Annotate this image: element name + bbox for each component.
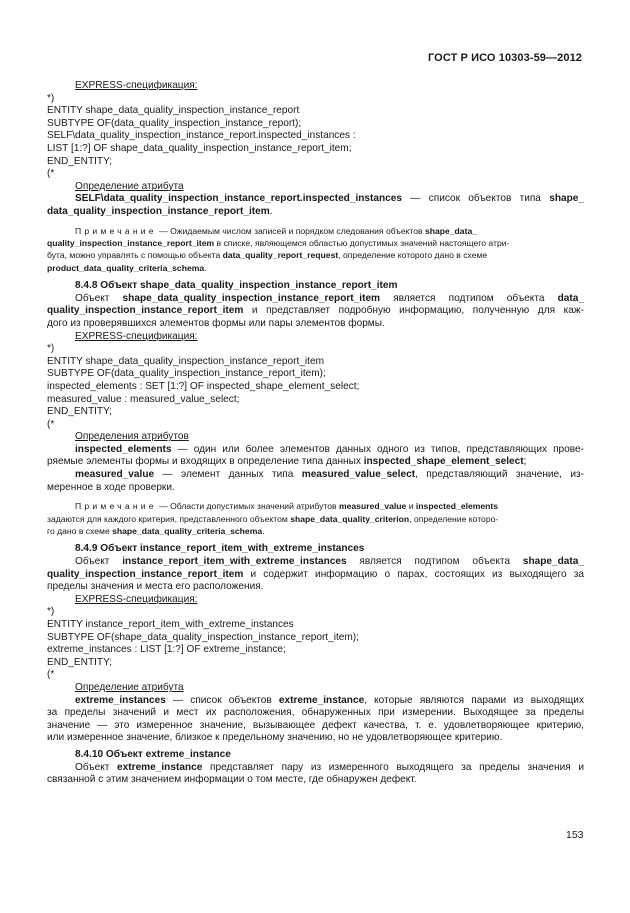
paragraph-text: представляет пару из измеренного выходящего за пределы значения и xyxy=(202,761,584,773)
attribute-definition-cont: меренное в ходе проверки. xyxy=(47,481,175,493)
code-line: *) xyxy=(47,343,55,355)
note-term: measured_value xyxy=(338,501,407,512)
attribute-definition-cont: или измеренное значение, близкое к предельному значению, но не удовлетворяющее критерию. xyxy=(47,732,503,744)
attribute-text: . xyxy=(269,205,273,217)
attribute-name: extreme_instances xyxy=(75,694,166,706)
note-term: shape_data_quality_criteria_schema xyxy=(112,526,263,537)
paragraph-term: quality_inspection_instance_report_item xyxy=(47,305,244,317)
code-line: SELF\data_quality_inspection_instance_report.inspected_instances : xyxy=(47,130,356,142)
attribute-type: shape_ xyxy=(549,193,584,205)
attribute-type: measured_value_select xyxy=(301,469,416,481)
paragraph-cont xyxy=(47,569,584,582)
attribute-definition-label: Определение атрибута xyxy=(75,180,184,192)
paragraph-term: quality_inspection_instance_report_item xyxy=(47,568,244,580)
section-heading-8-4-9 xyxy=(47,543,584,556)
attribute-definition xyxy=(47,469,584,482)
paragraph-term: extreme_instance xyxy=(117,761,203,773)
note-text: го дано в схеме xyxy=(47,526,113,537)
attribute-text: ряемые элементы формы и входящих в определение типа данных xyxy=(47,456,364,468)
code-line: ENTITY shape_data_quality_inspection_instance_report_item xyxy=(47,355,325,367)
note-text: бута, можно управлять с помощью объекта xyxy=(47,250,223,261)
paragraph-text: и представляет подробную информацию, полученную для каж- xyxy=(243,305,584,317)
section-number: 8.4.10 xyxy=(75,748,104,760)
express-spec-label: EXPRESS-спецификация: xyxy=(75,330,198,342)
attribute-name: inspected_elements xyxy=(75,443,172,455)
paragraph-cont xyxy=(47,305,584,318)
attribute-type: inspected_shape_element_select xyxy=(363,456,524,468)
paragraph-text: Объект xyxy=(75,761,118,773)
note-text: , определение которо- xyxy=(409,513,499,524)
attribute-definition-cont: значение — это измеренное значение, вызывающее дефект качества, т. е. удовлетворяющее критерию, xyxy=(47,719,584,731)
section-heading-8-4-8 xyxy=(47,280,584,293)
express-spec-label: EXPRESS-спецификация: xyxy=(75,80,198,91)
code-line: SUBTYPE OF(data_quality_inspection_instance_report_item); xyxy=(47,368,326,380)
note xyxy=(47,225,584,275)
code-line: SUBTYPE OF(data_quality_inspection_instance_report); xyxy=(47,117,302,129)
code-line: SUBTYPE OF(shape_data_quality_inspection_instance_report_item); xyxy=(47,631,359,643)
note-text: в списке, являющемся областью допустимых значений настоящего атри- xyxy=(214,237,510,248)
note xyxy=(47,500,584,537)
note-label: Примечание xyxy=(75,501,157,512)
paragraph-cont: пределы значения и места его расположения. xyxy=(47,581,264,593)
paragraph-term: data_ xyxy=(557,292,584,304)
section-name: shape_data_quality_inspection_instance_report_item xyxy=(139,280,398,292)
paragraph-cont: дого из проверявшихся элементов формы или пары элементов формы. xyxy=(47,317,385,329)
code-line: extreme_instances : LIST [1:?] OF extreme_instance; xyxy=(47,644,286,656)
note-term: quality_inspection_instance_report_item xyxy=(47,237,215,248)
attribute-definition-cont xyxy=(47,456,584,469)
attribute-definition-cont xyxy=(47,206,584,219)
code-line: measured_value : measured_value_select; xyxy=(47,393,240,405)
note-term: data_quality_report_request xyxy=(222,250,339,261)
express-spec-label: EXPRESS-спецификация: xyxy=(75,593,198,605)
attribute-definitions-label: Определения атрибутов xyxy=(75,431,189,443)
code-line: END_ENTITY; xyxy=(47,656,112,668)
attribute-definition-cont: за пределы значений и мест их расположения, обнаруженных при измерении. Выходящее за пределы xyxy=(47,707,584,719)
code-line: END_ENTITY; xyxy=(47,155,112,167)
page-number: 153 xyxy=(566,829,584,841)
paragraph xyxy=(47,762,584,775)
code-line: END_ENTITY; xyxy=(47,406,112,418)
note-text: — Области допустимых значений атрибутов xyxy=(156,501,339,512)
attribute-definition-label: Определение атрибута xyxy=(75,682,184,693)
note-text: , определение которого дано в схеме xyxy=(338,250,488,261)
code-line: inspected_elements : SET [1:?] OF inspected_shape_element_select; xyxy=(47,380,360,392)
section-heading-8-4-10 xyxy=(47,749,584,762)
note-term: shape_data_ xyxy=(424,225,478,236)
attribute-text: ; xyxy=(523,456,527,468)
attribute-definition xyxy=(47,193,584,206)
attribute-type: data_quality_inspection_instance_report_item xyxy=(47,205,270,217)
attribute-text: , представляющий значение, из- xyxy=(415,469,584,481)
code-line: (* xyxy=(47,669,55,681)
attribute-definition xyxy=(47,444,584,457)
paragraph xyxy=(47,556,584,569)
attribute-text: — список объектов типа xyxy=(402,193,550,205)
paragraph-text: Объект xyxy=(75,292,123,304)
section-word: Объект xyxy=(97,543,140,555)
attribute-type: extreme_instance xyxy=(278,694,365,706)
page-header-title: ГОСТ Р ИСО 10303-59—2012 xyxy=(427,52,582,64)
note-term: product_data_quality_criteria_schema xyxy=(47,262,205,273)
paragraph xyxy=(47,293,584,306)
code-line: *) xyxy=(47,92,55,104)
paragraph-text: является подтипом объекта xyxy=(380,292,558,304)
code-line: LIST [1:?] OF shape_data_quality_inspection_instance_report_item; xyxy=(47,142,352,154)
section-word: Объект xyxy=(97,280,140,292)
attribute-text: , которые являются парами из выходящих xyxy=(364,694,584,706)
section-word: Объект xyxy=(103,748,146,760)
section-number: 8.4.9 xyxy=(75,543,98,555)
paragraph-text: и содержит информацию о парах, состоящих из выходящего за xyxy=(243,568,584,580)
note-text: — Ожидаемым числом записей и порядком следования объектов xyxy=(156,225,425,236)
section-name: extreme_instance xyxy=(145,748,231,760)
paragraph-term: shape_data_ xyxy=(522,556,584,568)
section-name: instance_report_item_with_extreme_instances xyxy=(139,543,365,555)
code-line: ENTITY instance_report_item_with_extreme_instances xyxy=(47,619,294,631)
document-body xyxy=(47,80,584,787)
paragraph-term: instance_report_item_with_extreme_instances xyxy=(122,556,347,568)
attribute-definition xyxy=(47,695,584,708)
attribute-text: — один или более элементов данных одного из типов, представляющих прове- xyxy=(171,443,584,455)
note-text: . xyxy=(204,262,207,273)
attribute-text: — список объектов xyxy=(165,694,279,706)
attribute-name: SELF\data_quality_inspection_instance_report.inspected_instances xyxy=(75,193,403,205)
code-line: *) xyxy=(47,606,55,618)
attribute-name: measured_value xyxy=(75,469,155,481)
section-number: 8.4.8 xyxy=(75,280,98,292)
note-text: . xyxy=(262,526,265,537)
code-line: (* xyxy=(47,168,55,180)
code-line: (* xyxy=(47,418,55,430)
paragraph-text: является подтипом объекта xyxy=(346,556,523,568)
code-line: ENTITY shape_data_quality_inspection_instance_report xyxy=(47,105,300,117)
paragraph-cont: связанной с этим значением информации о том месте, где обнаружен дефект. xyxy=(47,774,417,786)
attribute-text: — элемент данных типа xyxy=(154,469,302,481)
paragraph-text: Объект xyxy=(75,556,123,568)
note-label: Примечание xyxy=(75,225,157,236)
note-term: inspected_elements xyxy=(415,501,499,512)
note-text: задаются для каждого критерия, представленного объектом xyxy=(47,513,291,524)
note-term: shape_data_quality_criterion xyxy=(290,513,410,524)
paragraph-term: shape_data_quality_inspection_instance_report_item xyxy=(122,292,381,304)
note-text: и xyxy=(406,501,416,512)
